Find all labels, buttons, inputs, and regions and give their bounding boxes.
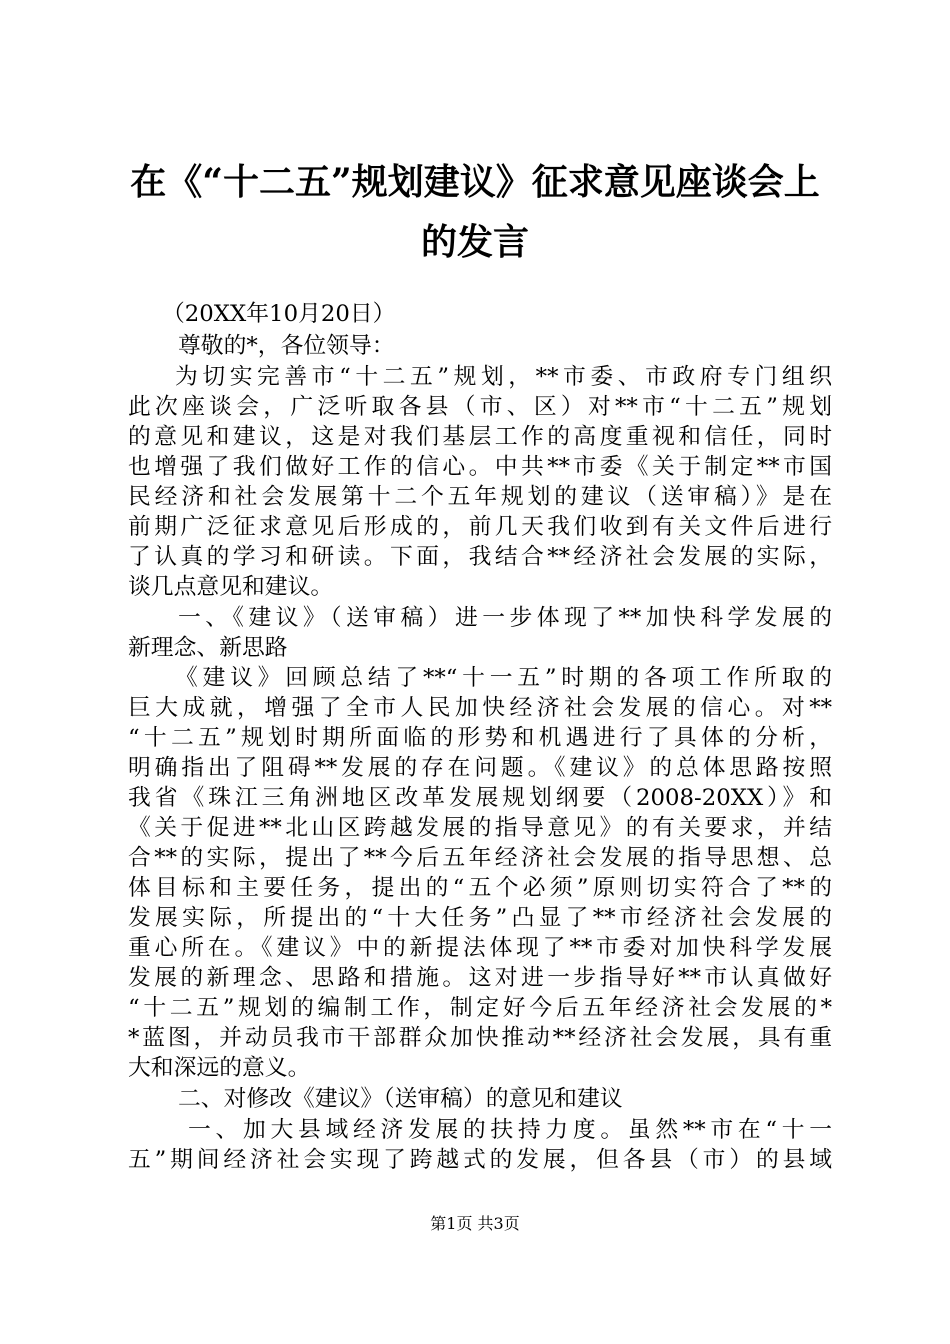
salutation: 尊敬的*，各位领导：: [178, 333, 395, 359]
paragraph-line: 为切实完善市“十二五”规划，**市委、市政府专门组织: [175, 364, 832, 390]
paragraph-line: 也增强了我们做好工作的信心。中共**市委《关于制定**市国: [128, 454, 832, 480]
paragraph-line: 前期广泛征求意见后形成的，前几天我们收到有关文件后进行: [128, 514, 832, 540]
page-footer: 第1页 共3页: [430, 1214, 520, 1233]
paragraph-line: 大和深远的意义。: [128, 1055, 311, 1081]
section-heading: 一、《建议》（送审稿）进一步体现了**加快科学发展的: [178, 605, 832, 631]
paragraph-line: 此次座谈会，广泛听取各县（市、区）对**市“十二五”规划: [128, 394, 832, 420]
paragraph-line: 体目标和主要任务，提出的“五个必须”原则切实符合了**的: [128, 875, 832, 901]
paragraph-line: 了认真的学习和研读。下面，我结合**经济社会发展的实际，: [128, 544, 832, 570]
paragraph-line: “十二五”规划的编制工作，制定好今后五年经济社会发展的*: [128, 995, 832, 1021]
document-title-line-2: 的发言: [420, 221, 529, 263]
paragraph-line: 五”期间经济社会实现了跨越式的发展，但各县（市）的县域: [128, 1147, 832, 1173]
paragraph-line: 《关于促进**北山区跨越发展的指导意见》的有关要求，并结: [128, 815, 832, 841]
section-heading: 新理念、新思路: [128, 635, 288, 661]
paragraph-line: *蓝图，并动员我市干部群众加快推动**经济社会发展，具有重: [128, 1025, 832, 1051]
paragraph-line: 发展的新理念、思路和措施。这对进一步指导好**市认真做好: [128, 965, 832, 991]
paragraph-line: 民经济和社会发展第十二个五年规划的建议（送审稿）》是在: [128, 484, 832, 510]
date-line: （20XX年10月20日）: [162, 301, 396, 327]
paragraph-line: “十二五”规划时期所面临的形势和机遇进行了具体的分析，: [128, 725, 832, 751]
paragraph-line: 重心所在。《建议》中的新提法体现了**市委对加快科学发展: [128, 935, 832, 961]
paragraph-line: 发展实际，所提出的“十大任务”凸显了**市经济社会发展的: [128, 905, 832, 931]
paragraph-line: 明确指出了阻碍**发展的存在问题。《建议》的总体思路按照: [128, 755, 832, 781]
document-title-line-1: 在《“十二五”规划建议》征求意见座谈会上: [130, 161, 820, 203]
paragraph-line: 我省《珠江三角洲地区改革发展规划纲要（2008-20XX）》和: [128, 785, 832, 811]
paragraph-line: 一、加大县域经济发展的扶持力度。虽然**市在“十一: [188, 1117, 832, 1143]
section-heading: 二、对修改《建议》（送审稿）的意见和建议: [178, 1086, 623, 1112]
paragraph-line: 《建议》回顾总结了**“十一五”时期的各项工作所取的: [175, 665, 832, 691]
paragraph-line: 巨大成就，增强了全市人民加快经济社会发展的信心。对**: [128, 695, 832, 721]
paragraph-line: 谈几点意见和建议。: [128, 574, 334, 600]
paragraph-line: 的意见和建议，这是对我们基层工作的高度重视和信任，同时: [128, 424, 832, 450]
paragraph-line: 合**的实际，提出了**今后五年经济社会发展的指导思想、总: [128, 845, 832, 871]
